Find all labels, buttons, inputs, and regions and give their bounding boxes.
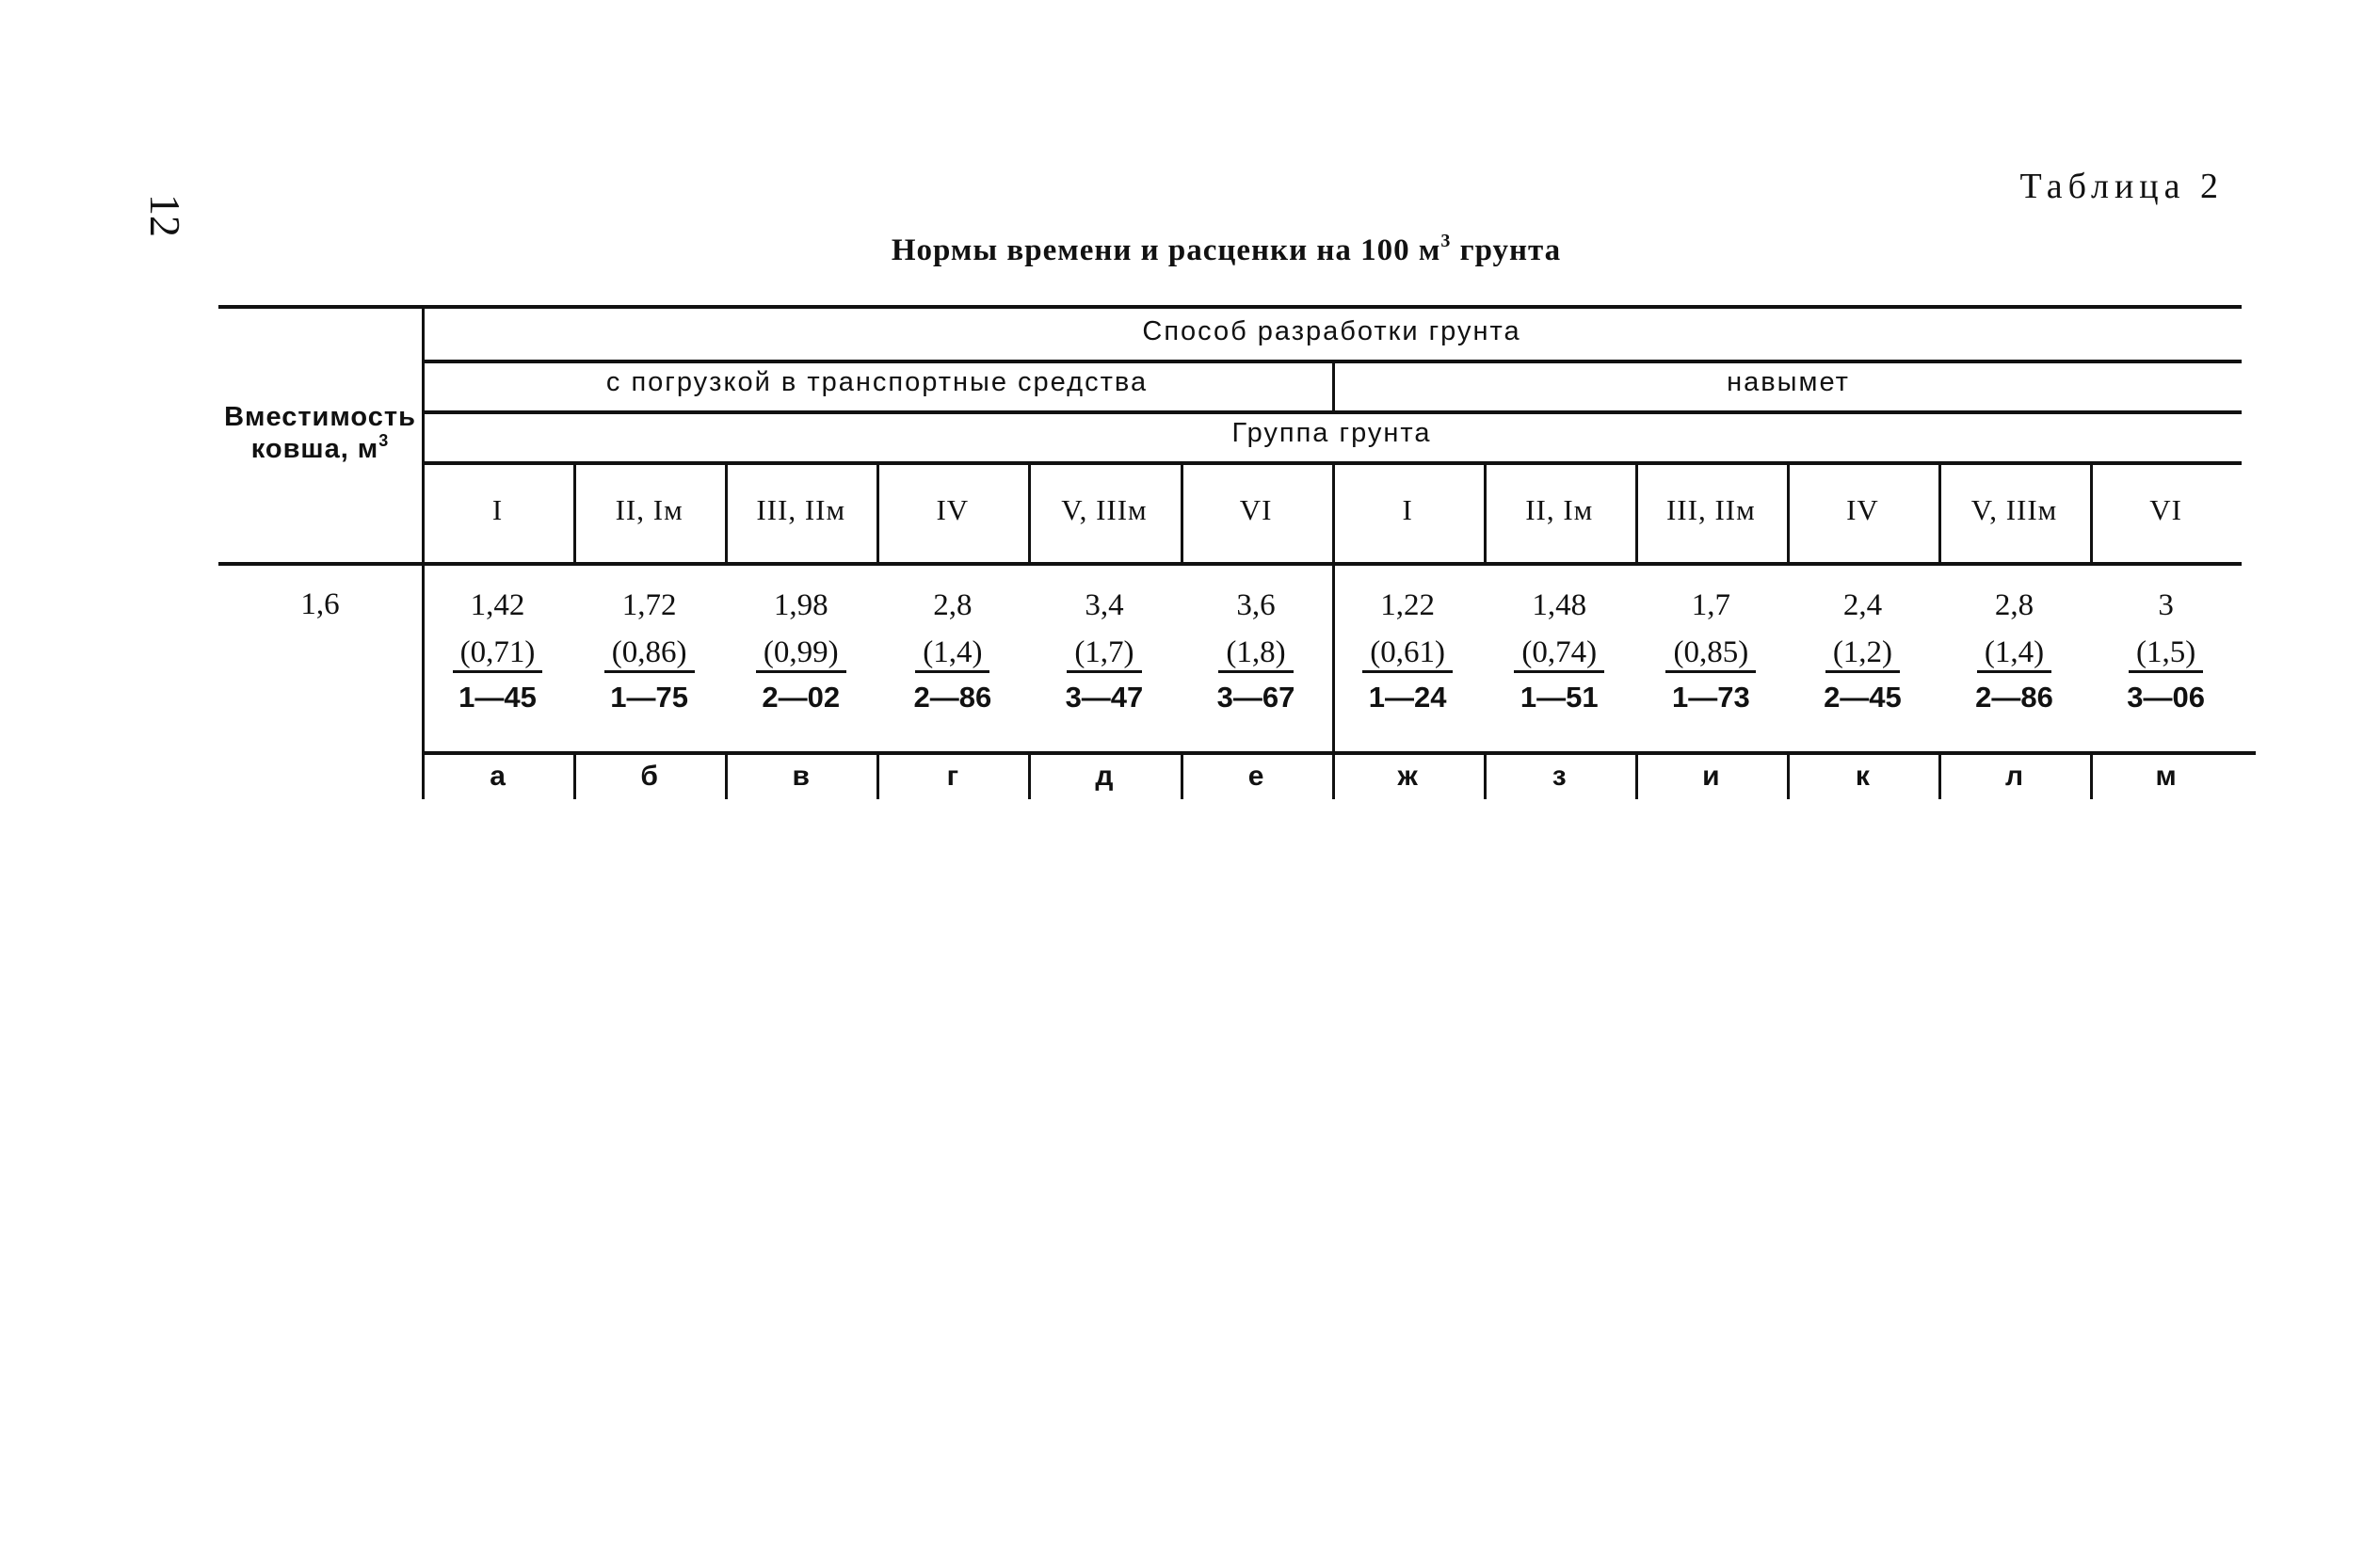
table-cell [422,587,573,714]
column-letter: к [1855,761,1870,792]
column-letter: в [792,761,810,792]
capacity-header-line1: Вместимость [224,402,416,432]
machinist-norm: (1,8) [1218,636,1293,673]
time-norm: 2,4 [1842,588,1883,622]
capacity-value: 1,6 [300,587,340,621]
capacity-header-line2 [218,433,422,465]
table-cell [725,587,876,714]
column-letter: г [946,761,959,792]
column-letter: з [1552,761,1567,792]
title-text: Нормы времени и расценки на 100 м [891,233,1441,267]
soil-group-code: II, Iм [1525,493,1594,526]
column-letter: м [2155,761,2177,792]
table-cell [1028,587,1180,714]
capacity-header [218,401,422,465]
table-cell [1938,587,2090,714]
rate-price: 3—67 [1216,681,1295,714]
time-norm: 3,4 [1085,588,1124,622]
machinist-norm: (1,4) [1977,636,2051,673]
rate-price: 1—45 [458,681,537,714]
rate-price: 2—45 [1824,681,1902,714]
time-norm: 2,8 [933,588,973,622]
column-letter: ж [1397,761,1418,792]
rule-top [218,305,2242,309]
table-cell [1484,587,1635,714]
machinist-norm: (1,5) [2129,636,2203,673]
cast-header: навымет [1727,367,1850,397]
table-cell [1635,587,1787,714]
loading-header: с погрузкой в транспортные средства [605,367,1149,397]
machinist-norm: (0,85) [1665,636,1756,673]
time-norm: 2,8 [1994,588,2034,622]
machinist-norm: (0,74) [1514,636,1604,673]
rate-price: 1—24 [1368,681,1447,714]
rate-price: 1—73 [1671,681,1750,714]
column-letter: д [1095,761,1114,792]
column-letter: л [2005,761,2024,792]
machinist-norm: (1,2) [1825,636,1900,673]
time-norm: 1,22 [1380,588,1436,622]
soil-group-code: III, IIм [756,493,846,526]
soil-group-code: I [1402,493,1413,526]
table-cell [1787,587,1938,714]
column-letter: б [640,761,658,792]
table-cell [573,587,725,714]
column-letter: а [490,761,506,792]
time-norm: 3,6 [1236,588,1276,622]
title-unit-power: 3 [1440,231,1452,251]
machinist-norm: (0,61) [1362,636,1453,673]
soil-group-code: II, Iм [615,493,683,526]
time-norm: 1,7 [1691,588,1730,622]
machinist-norm: (0,71) [453,636,543,673]
rate-price: 2—86 [1975,681,2053,714]
rule-data-bottom [422,751,2256,755]
soil-group-code: VI [1239,493,1273,526]
table-cell [1181,587,1332,714]
rate-price: 3—06 [2127,681,2205,714]
machinist-norm: (0,99) [756,636,846,673]
page-number: 12 [141,194,189,237]
rate-price: 2—86 [913,681,992,714]
machinist-norm: (1,7) [1067,636,1141,673]
time-norm: 1,48 [1532,588,1587,622]
machinist-norm: (1,4) [915,636,989,673]
soil-group-code: V, IIIм [1061,493,1148,526]
rate-price: 1—75 [610,681,688,714]
table-cell [1332,587,1484,714]
table-label: Таблица 2 [2019,167,2224,206]
soil-group-header: Группа грунта [1231,418,1432,448]
rate-price: 2—02 [762,681,841,714]
soil-group-code: I [491,493,504,526]
title-text-end: грунта [1451,233,1562,267]
soil-group-code: III, IIм [1665,493,1756,526]
time-norm: 1,42 [470,588,525,622]
table-cell [876,587,1028,714]
rate-price: 1—51 [1520,681,1599,714]
capacity-header-power: 3 [378,431,390,450]
rate-price: 3—47 [1065,681,1144,714]
soil-group-code: IV [936,493,970,526]
time-norm: 1,72 [621,588,677,622]
method-header: Способ разработки грунта [1142,316,1521,346]
machinist-norm: (0,86) [604,636,695,673]
soil-group-code: V, IIIм [1970,493,2058,526]
column-letter: и [1702,761,1720,792]
time-norm: 1,98 [773,588,828,622]
time-norm: 3 [2158,588,2174,622]
table-cell [2090,587,2242,714]
column-letter: е [1247,761,1264,792]
soil-group-code: IV [1846,493,1879,526]
table-title [0,233,2380,268]
capacity-header-unit: ковша, м [250,434,379,464]
soil-group-code: VI [2149,493,2182,526]
norms-table [218,305,2242,799]
